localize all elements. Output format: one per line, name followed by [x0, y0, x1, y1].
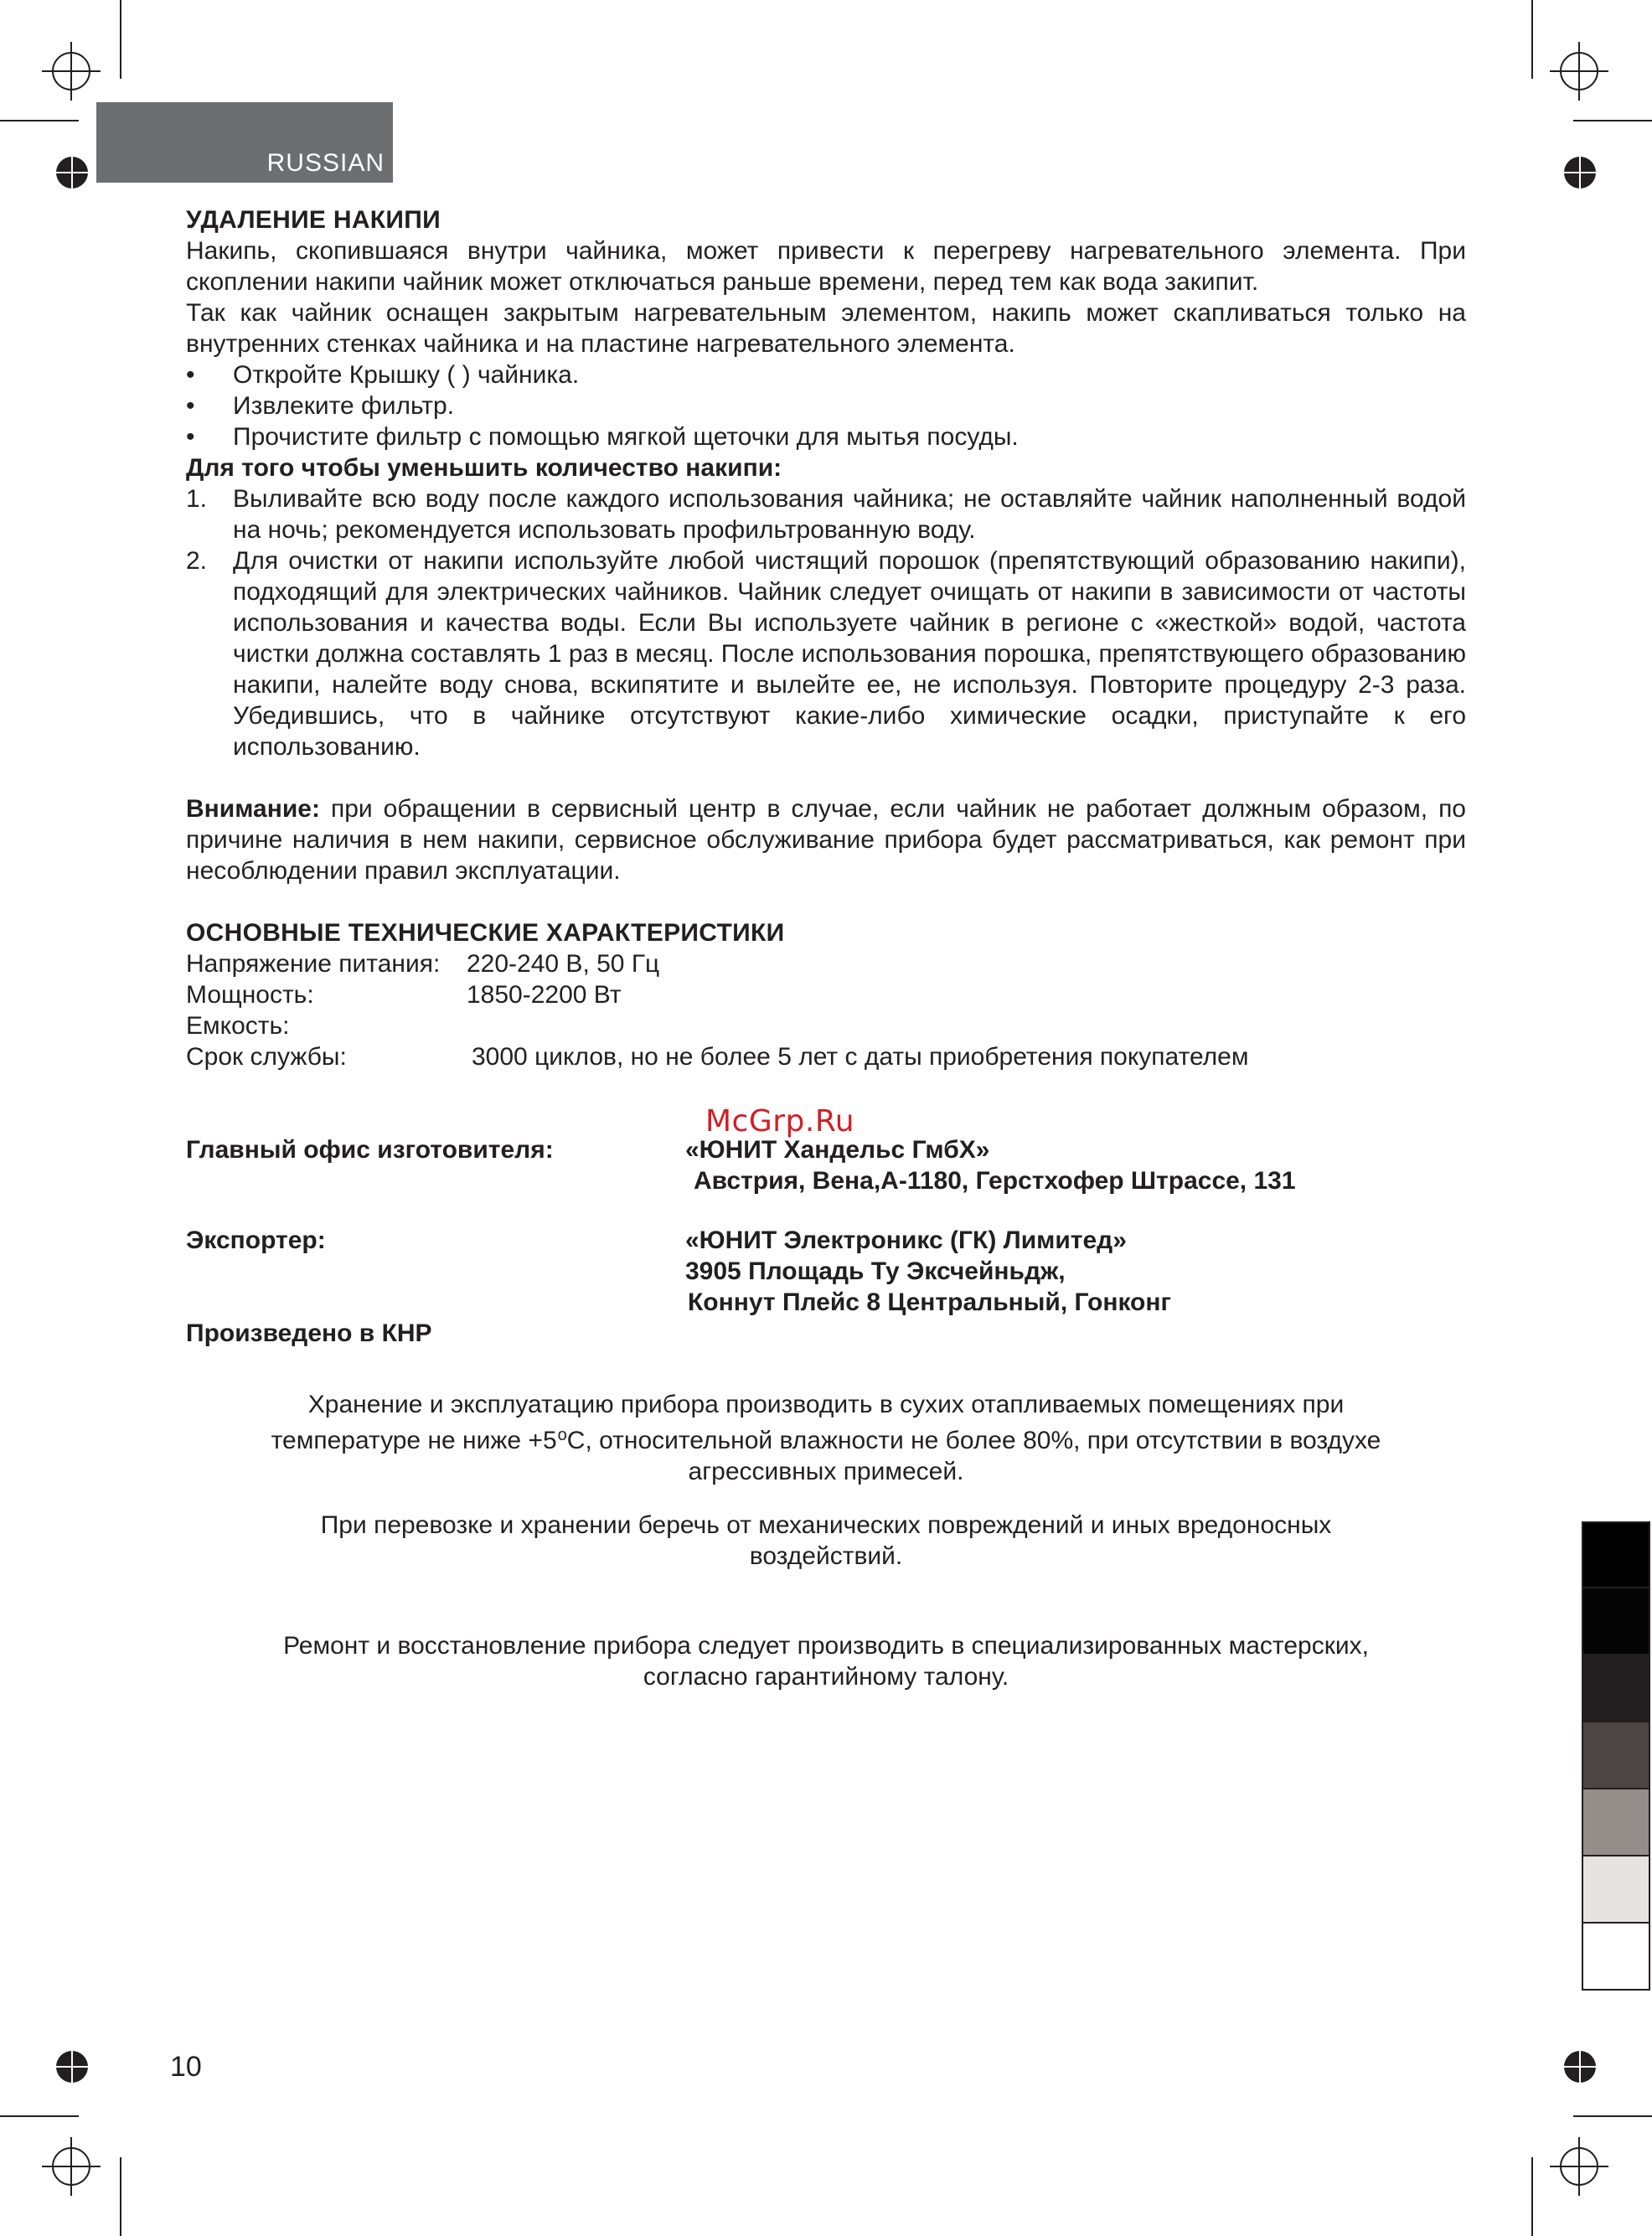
color-swatch	[1582, 1655, 1650, 1722]
spec-row: Срок службы: 3000 циклов, но не более 5 лет с даты приобретения покупателем	[186, 1043, 1249, 1071]
attention-paragraph: Внимание: при обращении в сервисный центр в случае, если чайник не работает должным образом, по причине наличия в нем накипи, сервисное обслуживание прибора будет рассматриваться, как ремонт при несоблюдении правил эксплуатации.	[186, 795, 1466, 885]
color-swatch	[1582, 1588, 1650, 1655]
transport-note: При перевозке и хранении беречь от механических повреждений и иных вредоносных воздействий.	[320, 1511, 1332, 1570]
color-swatch-bar	[1582, 1521, 1650, 1991]
spec-row: Емкость:	[186, 1012, 290, 1040]
color-swatch	[1582, 1924, 1650, 1991]
color-swatch	[1582, 1722, 1650, 1789]
bullet-item: • Откройте Крышку ( ) чайника.	[186, 361, 580, 389]
bullet-marker: •	[186, 423, 195, 451]
crop-mark	[1531, 2157, 1533, 2236]
crop-mark	[1573, 2115, 1652, 2117]
degree-sign: o	[557, 1426, 567, 1444]
registration-target-icon	[1550, 42, 1608, 101]
crop-mark	[0, 120, 79, 121]
attention-label: Внимание:	[186, 795, 320, 823]
spec-row: Напряжение питания: 220-240 В, 50 Гц	[186, 950, 660, 978]
page-number: 10	[170, 2051, 202, 2083]
reduce-scale-title: Для того чтобы уменьшить количество накипи:	[186, 454, 782, 482]
registration-target-icon	[1550, 2137, 1608, 2196]
company-info	[186, 1134, 1466, 1349]
crop-mark	[120, 2157, 121, 2236]
spec-row: Мощность: 1850-2200 Вт	[186, 981, 622, 1009]
numbered-item: 2. Для очистки от накипи используйте любой чистящий порошок (препятствующий образованию накипи), подходящий для электрических чайников. Чайник следует очищать от накипи в зависимости от частоты использования и качества воды. Если Вы используете чайник в регионе с «жесткой» водой, частота чистки должна составлять 1 раз в месяц. После использования порошка, препятствующего образованию накипи, налейте воду снова, вскипятите и вылейте ее, не используя. Повторите процедуру 2-3 раза. Убедившись, что в чайнике отсутствуют какие-либо химические осадки, приступайте к его использованию.	[186, 547, 1466, 761]
made-in: Произведено в КНР	[186, 1319, 432, 1347]
crop-mark	[1531, 0, 1533, 79]
item-number: 2.	[186, 547, 208, 575]
language-label: RUSSIAN	[266, 149, 385, 177]
item-number: 1.	[186, 485, 208, 513]
storage-note: Хранение и эксплуатацию прибора производить в сухих отапливаемых помещениях при температуре не ниже $+5^oС$, относительной влажности не более 80%, при отсутствии в воздухе агрессивных примесей.	[271, 1391, 1381, 1485]
crop-mark	[1573, 120, 1652, 121]
registration-dot-icon	[54, 2048, 90, 2085]
repair-note: Ремонт и восстановление прибора следует производить в специализированных мастерских, согласно гарантийному талону.	[283, 1632, 1369, 1691]
bullet-item: • Прочистите фильтр с помощью мягкой щеточки для мытья посуды.	[186, 423, 1019, 451]
watermark: McGrp.Ru	[705, 1104, 855, 1139]
office-label: Главный офис изготовителя:	[186, 1136, 554, 1164]
descaling-title: УДАЛЕНИЕ НАКИПИ	[186, 206, 441, 234]
color-swatch	[1582, 1856, 1650, 1924]
crop-mark	[0, 2115, 79, 2117]
registration-dot-icon	[1562, 154, 1598, 191]
registration-dot-icon	[54, 154, 90, 191]
exporter-row: Экспортер: «ЮНИТ Электроникс (ГК) Лимитед» 3905 Площадь Ту Эксчейньдж, Коннут Плейс 8 Центральный, Гонконг	[186, 1226, 1172, 1316]
color-swatch	[1582, 1789, 1650, 1856]
bullet-marker: •	[186, 392, 195, 420]
specs-table	[186, 948, 1466, 1072]
language-tab	[96, 102, 393, 183]
registration-target-icon	[42, 42, 101, 101]
registration-target-icon	[42, 2137, 101, 2196]
bullet-item: • Извлеките фильтр.	[186, 392, 455, 420]
descaling-paragraph: Накипь, скопившаяся внутри чайника, может привести к перегреву нагревательного элемента. При скоплении накипи чайник может отключаться раньше времени, перед тем как вода закипит.	[186, 237, 1466, 296]
color-swatch	[1582, 1521, 1650, 1588]
registration-dot-icon	[1562, 2048, 1598, 2085]
descaling-paragraph: Так как чайник оснащен закрытым нагревательным элементом, накипь может скапливаться только на внутренних стенках чайника и на пластине нагревательного элемента.	[186, 299, 1466, 358]
exporter-label: Экспортер:	[186, 1226, 326, 1254]
office-row: Главный офис изготовителя: «ЮНИТ Хандельс ГмбХ» Австрия, Вена,А-1180, Герстхофер Штрассе, 131	[186, 1136, 1296, 1195]
bullet-marker: •	[186, 361, 195, 389]
crop-mark	[120, 0, 121, 79]
specs-title: ОСНОВНЫЕ ТЕХНИЧЕСКИЕ ХАРАКТЕРИСТИКИ	[186, 919, 785, 947]
numbered-item: 1. Выливайте всю воду после каждого использования чайника; не оставляйте чайник наполненный водой на ночь; рекомендуется использовать профильтрованную воду.	[186, 485, 1466, 544]
main-content	[186, 204, 1466, 1349]
